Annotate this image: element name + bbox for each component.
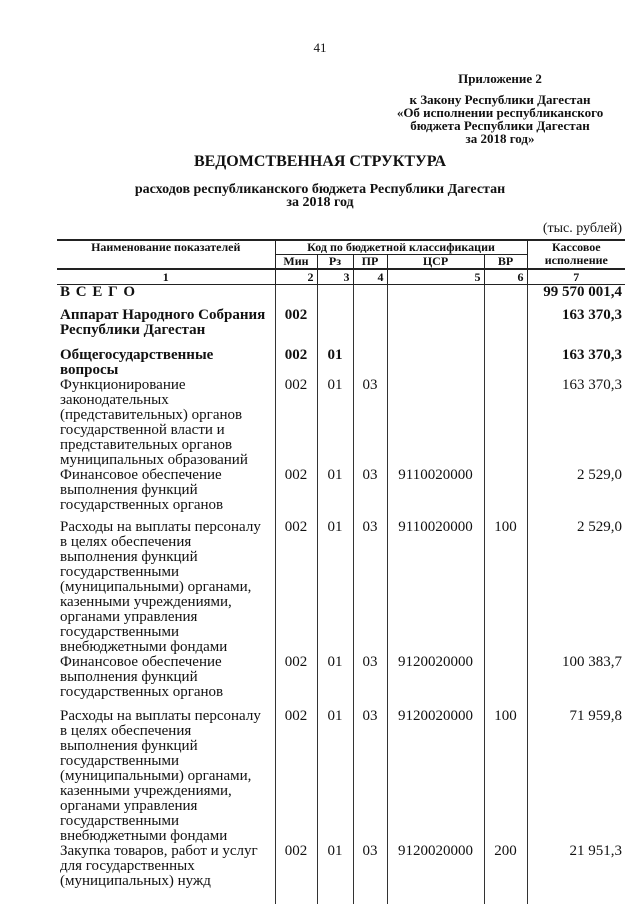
cell-pr (353, 308, 387, 348)
cell-csr (387, 378, 484, 468)
cell-vr (484, 655, 527, 709)
budget-table (57, 239, 625, 904)
col-number: 6 (484, 269, 527, 285)
table-row (57, 348, 625, 378)
table-row (57, 378, 625, 468)
appendix-line: за 2018 год» (465, 131, 535, 146)
table-row (57, 655, 625, 709)
cell-amount: 163 370,3 (527, 378, 625, 468)
cell-name: Финансовое обеспечение выполнения функций государственных органов (60, 466, 224, 513)
table-row (57, 520, 625, 655)
header-pr: ПР (353, 255, 387, 270)
cell-vr (484, 285, 527, 308)
appendix-line: «Об исполнении республиканского (396, 105, 604, 120)
cell-vr (484, 348, 527, 378)
cell-rz: 01 (317, 348, 353, 378)
cell-amount: 71 959,8 (527, 709, 625, 844)
cell-name: Функционирование законодательных (представительных) органов государственной власти и представительных органов муниципальных образований (60, 376, 248, 468)
cell-csr: 9110020000 (387, 468, 484, 520)
col-number: 2 (275, 269, 317, 285)
units-label: (тыс. рублей) (542, 221, 622, 236)
cell-csr (387, 285, 484, 308)
document-subheading: расходов республиканского бюджета Республики Дагестан (134, 182, 506, 197)
cell-rz: 01 (317, 655, 353, 709)
table-row (57, 844, 625, 904)
cell-name: В С Е Г О (60, 284, 137, 300)
cell-vr: 200 (484, 844, 527, 904)
cell-pr: 03 (353, 378, 387, 468)
header-min: Мин (275, 255, 317, 270)
cell-csr: 9120020000 (387, 655, 484, 709)
cell-min: 002 (275, 308, 317, 348)
cell-csr: 9120020000 (387, 844, 484, 904)
cell-name: Финансовое обеспечение выполнения функций государственных органов (60, 653, 224, 700)
cell-csr: 9110020000 (387, 520, 484, 655)
cell-pr: 03 (353, 844, 387, 904)
appendix-line: бюджета Республики Дагестан (410, 118, 590, 133)
header-amount: Кассовое исполнение (527, 240, 625, 269)
cell-pr: 03 (353, 468, 387, 520)
cell-min: 002 (275, 378, 317, 468)
cell-min: 002 (275, 655, 317, 709)
cell-amount: 100 383,7 (527, 655, 625, 709)
cell-vr (484, 468, 527, 520)
cell-name: Расходы на выплаты персоналу в целях обеспечения выполнения функций государственными (муниципальными) органами, казенными учреждениями, органами управления государственными внебюджетными фондами (60, 518, 261, 655)
cell-pr: 03 (353, 709, 387, 844)
appendix-title: Приложение 2 (458, 71, 542, 86)
cell-name: Аппарат Народного Собрания Республики Дагестан (60, 306, 266, 338)
cell-min: 002 (275, 520, 317, 655)
cell-min: 002 (275, 844, 317, 904)
cell-rz: 01 (317, 468, 353, 520)
col-number: 7 (527, 269, 625, 285)
cell-min: 002 (275, 348, 317, 378)
col-number: 3 (317, 269, 353, 285)
table-row (57, 468, 625, 520)
document-subheading: за 2018 год (286, 195, 354, 210)
table-row (57, 709, 625, 844)
page-number: 41 (313, 40, 327, 55)
cell-csr (387, 308, 484, 348)
cell-amount: 163 370,3 (527, 348, 625, 378)
cell-vr (484, 378, 527, 468)
cell-min: 002 (275, 468, 317, 520)
cell-rz: 01 (317, 709, 353, 844)
cell-amount: 163 370,3 (527, 308, 625, 348)
cell-pr (353, 348, 387, 378)
col-number: 5 (387, 269, 484, 285)
cell-min: 002 (275, 709, 317, 844)
cell-name: Расходы на выплаты персоналу в целях обеспечения выполнения функций государственными (муниципальными) органами, казенными учреждениями, органами управления государственными внебюджетными фондами (60, 707, 261, 844)
header-vr: ВР (484, 255, 527, 270)
cell-amount: 2 529,0 (527, 468, 625, 520)
header-csr: ЦСР (387, 255, 484, 270)
cell-csr (387, 348, 484, 378)
cell-pr: 03 (353, 520, 387, 655)
appendix-line: к Закону Республики Дагестан (409, 92, 591, 107)
header-name: Наименование показателей (57, 240, 275, 269)
header-code-group: Код по бюджетной классификации (275, 240, 527, 255)
cell-vr: 100 (484, 520, 527, 655)
cell-min (275, 285, 317, 308)
cell-pr: 03 (353, 655, 387, 709)
header-rz: Рз (317, 255, 353, 270)
cell-rz (317, 285, 353, 308)
cell-rz: 01 (317, 520, 353, 655)
cell-amount: 21 951,3 (527, 844, 625, 904)
table-row (57, 308, 625, 348)
table-row (57, 285, 625, 308)
cell-amount: 2 529,0 (527, 520, 625, 655)
col-number: 1 (57, 269, 275, 285)
document-heading: ВЕДОМСТВЕННАЯ СТРУКТУРА (193, 153, 447, 170)
cell-rz (317, 308, 353, 348)
cell-rz: 01 (317, 378, 353, 468)
cell-vr: 100 (484, 709, 527, 844)
cell-vr (484, 308, 527, 348)
cell-rz: 01 (317, 844, 353, 904)
cell-name: Общегосударственные вопросы (60, 346, 214, 378)
cell-amount: 99 570 001,4 (527, 285, 625, 308)
cell-pr (353, 285, 387, 308)
cell-csr: 9120020000 (387, 709, 484, 844)
col-number: 4 (353, 269, 387, 285)
cell-name: Закупка товаров, работ и услуг для государственных (муниципальных) нужд (60, 842, 258, 889)
